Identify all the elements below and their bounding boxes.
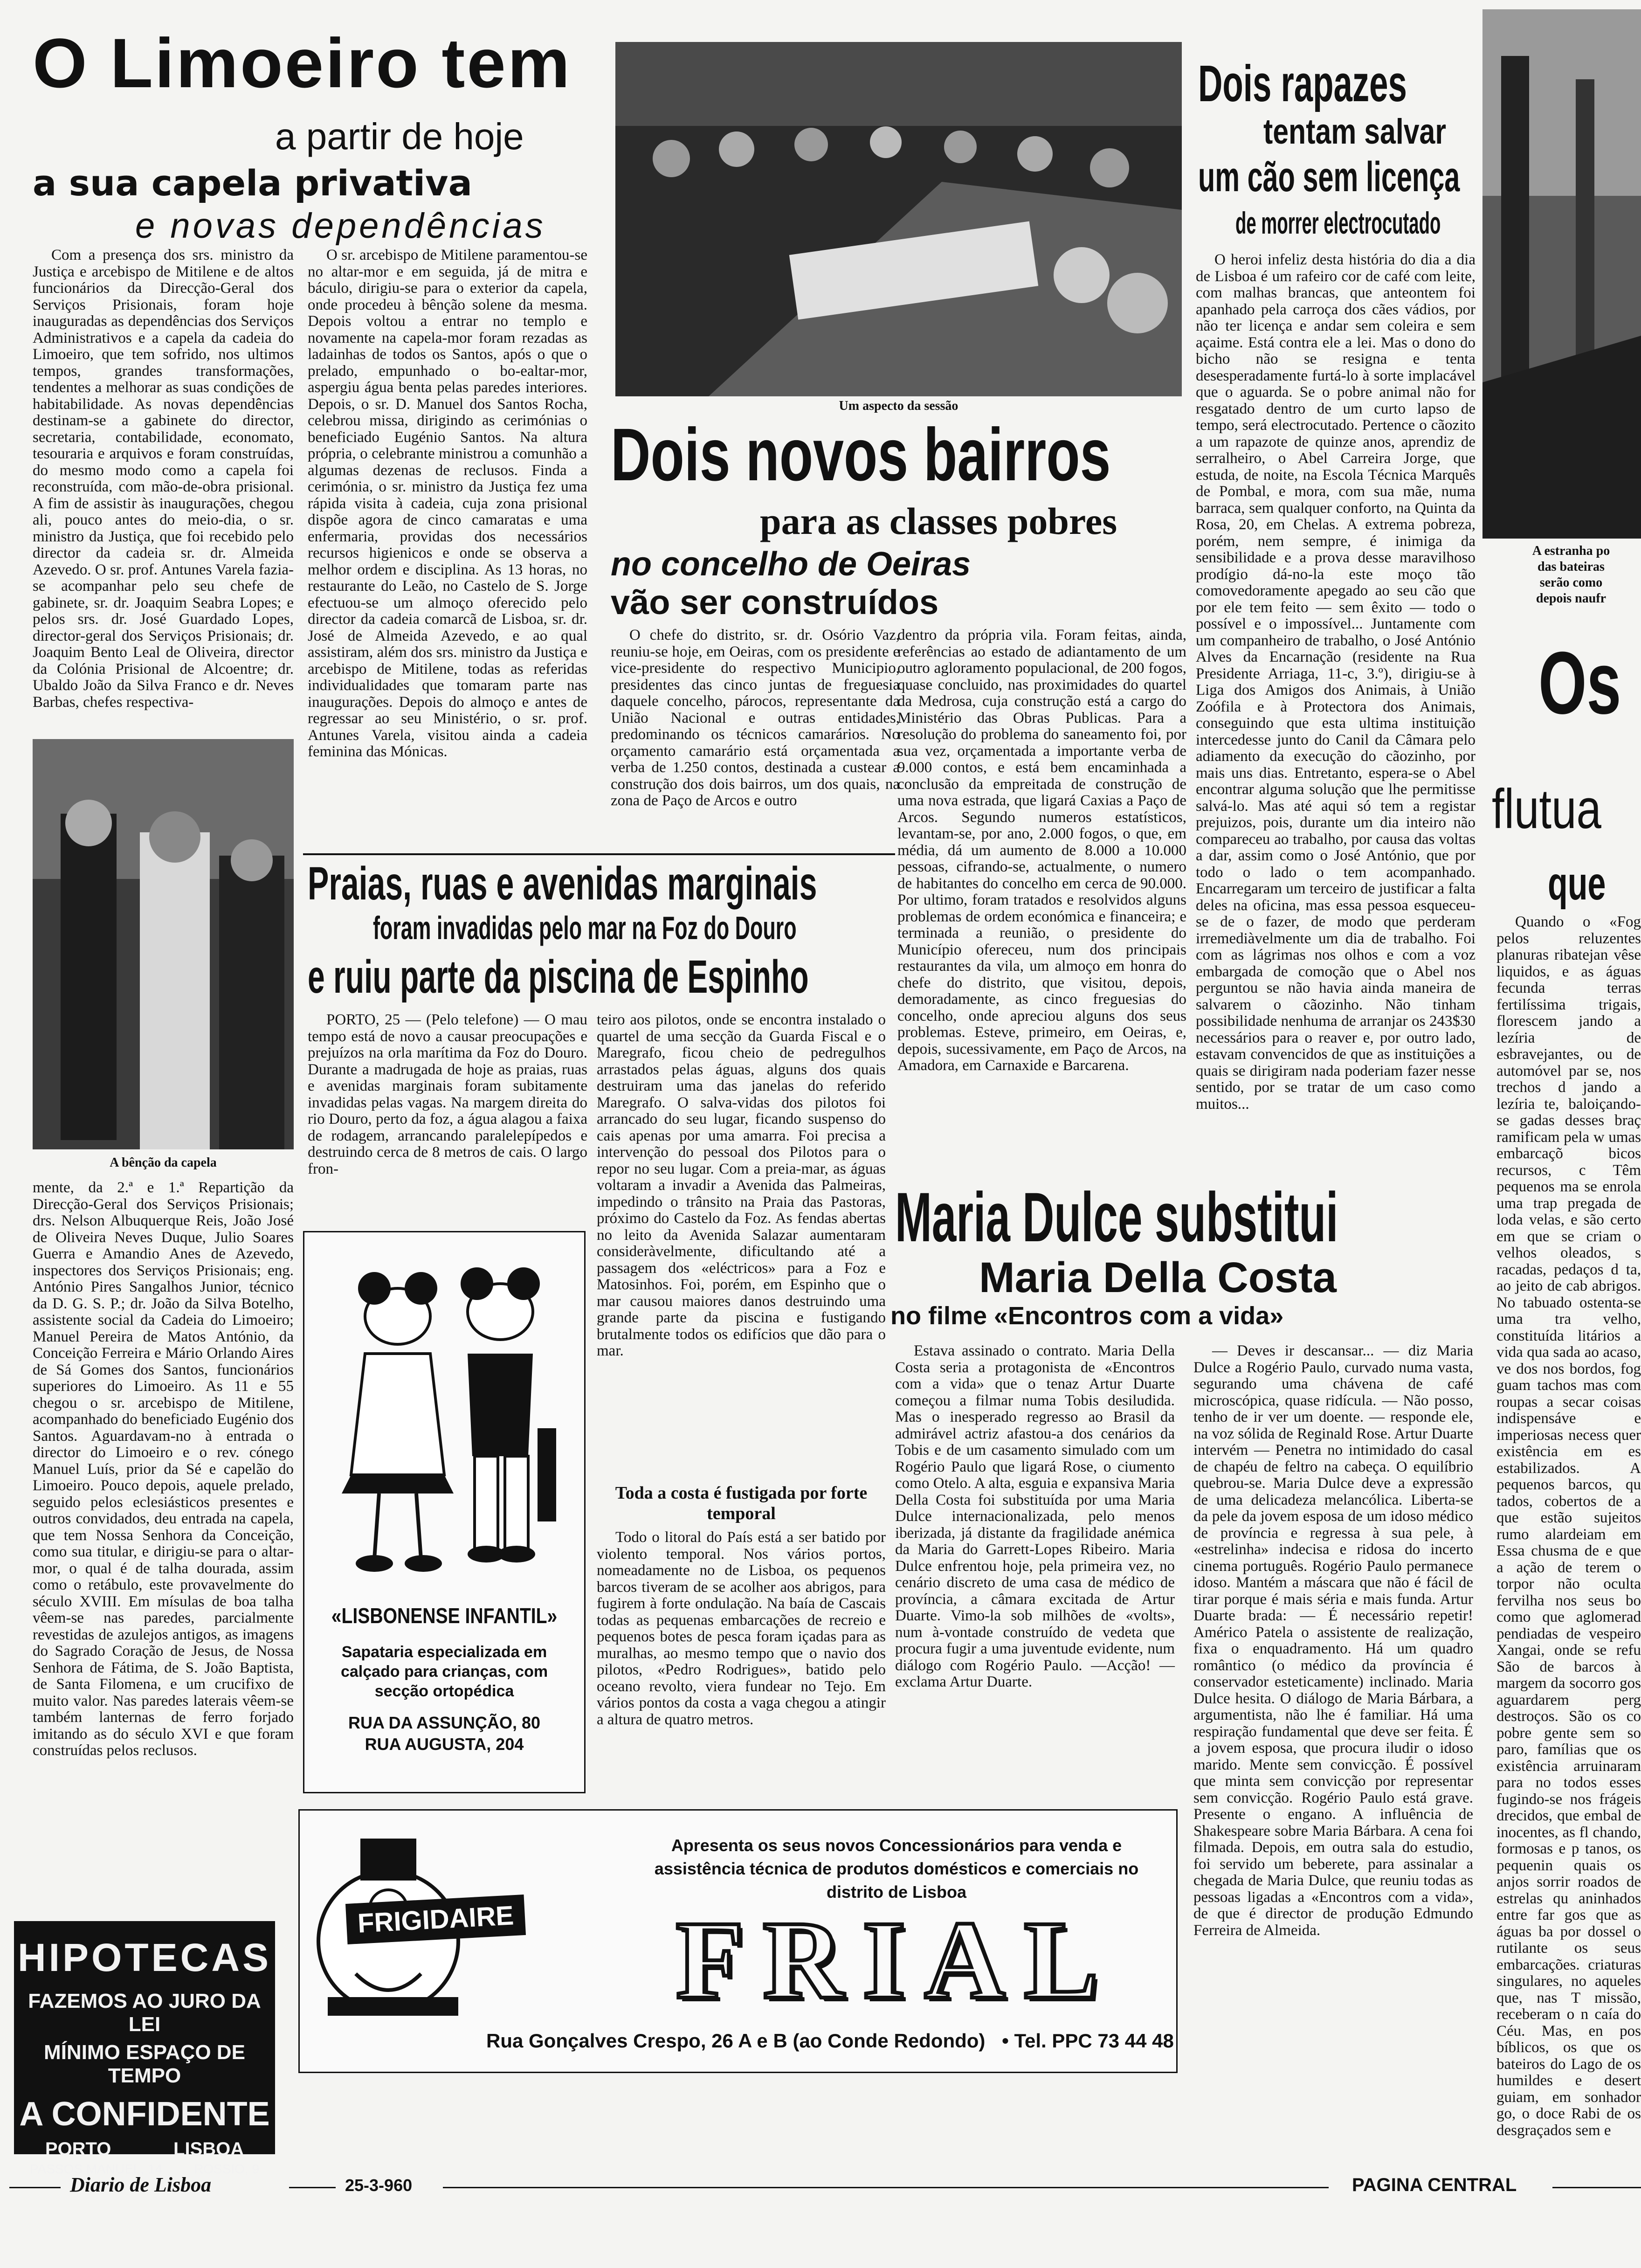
headline-bairros-4: vão ser construídos — [611, 583, 939, 622]
footer-page-label: PAGINA CENTRAL — [1352, 2175, 1517, 2195]
ad-frial-brand: FRIGIDAIRE — [345, 1895, 526, 1944]
headline-far-right-2: flutua — [1492, 778, 1601, 840]
ad-hipotecas-line2: FAZEMOS AO JURO DA LEI — [28, 1990, 261, 2036]
praias-col2-cont: Todo o litoral do País está a ser batido por violento temporal. Nos vários portos, nomeadamente no de Lisboa, os pequenos barcos tiveram de se acolher aos abrigos, para fugirem à forte ondulação. Na baía de Cascais todas as pequenas embarcações de recreio e pequenos botes de pesca foram içadas para as muralhas, ao mesmo tempo que o navio dos pilotos, «Pedro Rodrigues», batido pelo oceano revolto, viera fundear no Tejo. Em vários pontos da costa a vaga chegou a atingir a altura de quatro metros. — [597, 1529, 886, 1728]
footer-paper-name: Diario de Lisboa — [70, 2173, 212, 2196]
headline-cao-2: tentam salvar — [1263, 112, 1447, 152]
headline-cao-3: um cão sem licença — [1198, 154, 1460, 201]
headline-bairros-3: no concelho de Oeiras — [611, 546, 971, 583]
photo-boats-caption — [1501, 543, 1641, 607]
headline-far-right-3: que — [1548, 857, 1606, 910]
photo-blessing — [33, 739, 294, 1149]
ad-hipotecas-addr1: PASSOS MANUEL, 14 — [29, 2162, 163, 2176]
headline-cao-1: Dois rapazes — [1198, 55, 1407, 112]
praias-col1: PORTO, 25 — (Pelo telefone) — O mau tempo está de novo a causar preocupações e prejuízos na orla marítima da Foz do Douro. Durante a madrugada de hoje as praias, ruas e avenidas marginais foram subitamente invadidas pelas vagas. Na margem direita do rio Douro, perto da foz, a água alagou a faixa de rodagem, arrancando paralelepípedos e destruindo cerca de 8 metros de cais. O largo fron- — [308, 1011, 587, 1177]
ad-frial-name: FRIAL — [676, 1898, 1117, 2022]
headline-limoeiro-1: O Limoeiro tem — [33, 24, 572, 102]
far-right-col: Quando o «Fog pelos reluzentes planuras ribatejan vêse liquidos, e as águas fecunda terras fertilíssima trigais, florescem jando a lezíria de esbravejantes, ou de automóvel par se, nos trechos d jando a lezíria te, baloiçando-se gadas desses braç ramificam pela w umas embarcaçõ bicos recursos, c Têm pequenos ma se enrola uma trap pregada de loda velas, e são certo em que se criam o velhos oleados, s racadas, pedaços d ta, ao jeito de cab abrigos. No tabuado ostenta-se uma tra velho, constituída litários a vida qua sada ao acaso, ve dos nos bordos, fog guam tachos mas com roupas a secar coisas indispensáve e imperiosas necess quer existência em es estabilizados. A pequenos barcos, qu tados, cobertos de a que estão sujeitos rumo alardeiam em Essa chusma de e que a ação de terem o torpor não oculta fervilha nos seus bo como que aglomerad pendiadas de vespeiro Xangai, onde se refu São de barcos à margem da socorro gos aguardarem perg destroços. São os co pobre gente sem so paro, famílias que os existência arruinaram para no todos esses fugindo-se nos frágeis drecidos, que embal de inocentes, as fl chando, formosas e p tanos, os pequenin quais os anjos sorrir roados de estrelas qu aninhados entre far gos que as águas ba por dossel o rutilante os seus embarcações. criaturas singulares, no aqueles que, nas T missão, receberam o n caía do Céu. Mas, en pos bíblicos, os que os bateiros do Lago de os humildes e desert guiam, em sonhador go, o doce Rabi de os desgraçados sem e — [1496, 913, 1641, 2139]
headline-cao-4: de morrer electrocutado — [1235, 206, 1441, 240]
headline-maria-1: Maria Dulce substitui — [895, 1178, 1338, 1256]
ad-frial-address: Rua Gonçalves Crespo, 26 A e B (ao Conde Redondo) — [486, 2030, 986, 2052]
headline-limoeiro-3: a sua capela privativa — [33, 162, 472, 204]
ad-frial-phone: • Tel. PPC 73 44 48 — [1002, 2030, 1174, 2052]
headline-far-right-1: Os — [1538, 634, 1621, 733]
footer-date: 25-3-960 — [345, 2176, 413, 2195]
praias-col2: teiro aos pilotos, onde se encontra instalado o quartel de uma secção da Guarda Fiscal e o Maregrafo, ficou cheio de pedregulhos arrastados pelas águas, alguns dos quais destruiram uma das janelas do referido Maregrafo. O salva-vidas dos pilotos foi arrancado do seu lugar, ficando suspenso do cais apenas por uma amarra. Foi precisa a intervenção do pessoal dos Pilotos para o repor no seu lugar. Com a preia-mar, as águas voltaram a invadir a Avenida das Palmeiras, impedindo o trânsito na Praia das Pastoras, próximo do Castelo da Foz. As fendas abertas no leito da Avenida Salazar aumentaram consideràvelmente, dificultando até a passagem dos «eléctricos» para a Foz e Matosinhos. Foi, porém, em Espinho que o mar causou maiores danos destruindo uma grande parte da piscina e fustigando brutalmente todos os edifícios que dão para o mar. — [597, 1011, 886, 1359]
ad-hipotecas-addr2: ROSSIO, 9 — [194, 2162, 260, 2176]
photo-blessing-caption: A bênção da capela — [110, 1155, 217, 1170]
divider-rule-1 — [303, 853, 895, 855]
ad-hipotecas-line4: A CONFIDENTE — [19, 2095, 270, 2133]
headline-praias-1: Praias, ruas e avenidas marginais — [308, 857, 817, 910]
headline-praias-2: foram invadidas pelo mar na Foz do Douro — [373, 910, 797, 946]
ad-hipotecas — [14, 1921, 275, 2176]
photo-boats-caption-4: depois naufr — [1536, 591, 1607, 606]
photo-session-image — [615, 42, 1182, 396]
maria-col2: — Deves ir descansar... — diz Maria Dulce a Rogério Paulo, curvado numa vasta, segurando uma chávena de café microscópica, quase ridícula. — Não posso, tenho de ir ver um doente. — responde ele, na voz sólida de Reginald Rose. Artur Duarte intervém — Penetra no intimidado do casal de chapéu de feltro na cabeça. O equilíbrio quebrou-se. Maria Dulce deve a expressão de uma delicadeza melancólica. Liberta-se da pele da jovem esposa de um idoso médico de província e regressa à sua pele, à «estrelinha» indecisa e ridosa do incerto cinema português. Rogério Paulo permanece idoso. Mantém a máscara que não é fácil de tirar porque é mais séria e mais funda. Artur Duarte brada: — É necessário repetir! Américo Patela o assistente de realização, fixa o enquadramento. Há um quadro romântico (o médico da província é conservador esteticamente) inclinado. Maria Dulce hesita. O diálogo de Maria Bárbara, a argumentista, não lhe é familiar. Há uma respiração fundamental que deve ser feita. É a jovem esposa, que procura iludir o idoso marido. Mente sem convicção. É possível que minta sem convicção por representar sem convicção. Rogério Paulo está grave. Presente o engano. A influência de Shakespeare sobre Maria Bárbara. A cena foi filmada. Depois, em outra sala do estudio, foi servido um beberete, para assinalar a chegada de Maria Dulce, que reuniu todas as pessoas ligadas a «Encontros com a vida», de que é director de produção Edmundo Ferreira de Almeida. — [1193, 1342, 1473, 1939]
maria-col1: Estava assinado o contrato. Maria Della Costa seria a protagonista de «Encontros com a vida» que o tenaz Artur Duarte começou a filmar numa Tobis desiludida. Mas o inesperado regresso ao Brasil da admirável actriz afastou-a dos cenários da Tobis e de um casamento simulado com um Rogério Paulo que ligará Rose, o ciumento como Otelo. A alta, esguia e expansiva Maria Della Costa foi substituída por uma Maria Dulce internacionalizada, pelo menos iberizada, já distante da fragilidade anémica da Maria do Garrett-Lopes Ribeiro. Maria Dulce enfrentou hoje, pela primeira vez, no cenário discreto de uma casa de médico de província, a câmara excitada de Artur Duarte. Vimo-la sob milhões de «volts», num à-vontade construído de vedeta que procura fugir a uma juventude evidente, num diálogo com Rogério Paulo. —Acção! — exclama Artur Duarte. — [895, 1342, 1175, 1690]
limoeiro-col1-cont: mente, da 2.ª e 1.ª Repartição da Direcção-Geral dos Serviços Prisionais; drs. Nelson Albuquerque Reis, João José de Oliveira Neves Duque, Julio Soares Guerra e Amandio Anes de Azevedo, inspectores dos Serviços Prisionais; eng. António Pires Sangalhos Junior, técnico da D. G. S. P.; dr. João da Silva Botelho, assistente social da Cadeia do Limoeiro; Manuel Pereira de Matos António, da Conceição Ferreira e Mário Orlando Aires de Sá Gomes dos Santos, funcionários superiores do Limoeiro. As 11 e 55 chegou o sr. arcebispo de Mitilene, acompanhado do beneficiado Eugénio dos Santos. Aguardavam-no à entrada o director do Limoeiro e o rev. cónego Manuel Luís, prior da Sé e capelão do Limoeiro. Pouco depois, aquele prelado, seguido pelos eclesiásticos presentes e outros convidados, deu entrada na capela, que tem Nossa Senhora da Conceição, como sua titular, e dirigiu-se para o altar-mor, o qual é de talha dourada, assim como o retábulo, este provavelmente do século XVIII. Em mísulas de boa talha vêem-se nas paredes, parcialmente revestidas de azulejos antigos, as imagens do Sagrado Coração de Jesus, de Nossa Senhora de Fátima, de S. João Baptista, de Santa Filomena, e um crucifixo de muito valor. Nas paredes laterais vêem-se também lanternas de ferro forjado imitando as do século XVI e que foram construídas pelos reclusos. — [33, 1179, 294, 1759]
ad-lisbonense-addr1: RUA DA ASSUNÇÃO, 80 — [348, 1713, 541, 1732]
footer-rule-right — [1552, 2187, 1641, 2188]
ad-lisbonense-addr2: RUA AUGUSTA, 204 — [365, 1735, 524, 1754]
photo-boats — [1482, 9, 1641, 539]
ad-hipotecas-line1: HIPOTECAS — [17, 1936, 272, 1979]
footer-rule-left — [9, 2187, 61, 2188]
photo-boats-caption-1: A estranha po — [1532, 544, 1610, 558]
ad-hipotecas-city1: PORTO — [45, 2139, 111, 2159]
headline-limoeiro-4: e novas dependências — [135, 206, 546, 246]
ad-hipotecas-city2: LISBOA — [173, 2139, 244, 2159]
photo-blessing-image — [33, 739, 294, 1149]
footer-rule-mid-2 — [443, 2187, 1329, 2188]
headline-limoeiro-2: a partir de hoje — [275, 116, 524, 157]
footer-rule-mid-1 — [289, 2187, 336, 2188]
ad-hipotecas-line3: MÍNIMO ESPAÇO DE TEMPO — [44, 2041, 245, 2087]
photo-boats-image — [1482, 9, 1641, 539]
limoeiro-col1: Com a presença dos srs. ministro da Justiça e arcebispo de Mitilene e de altos funcionários da Direcção-Geral dos Serviços Prisionais, foram hoje inauguradas as dependências dos Serviços Administrativos e a capela da cadeia do Limoeiro, que tem sofrido, nos ultimos tempos, grandes transformações, tendentes a melhorar as suas condições de habitabilidade. As novas dependências destinam-se a gabinete do director, secretaria, contabilidade, economato, tesouraria e arquivos e foram construídas, do mesmo modo como a capela foi reconstruída, com mão-de-obra prisional. A fim de assistir às inaugurações, chegou ali, pouco antes do meio-dia, o sr. ministro da Justiça, que foi recebido pelo director da cadeia sr. dr. Almeida Azevedo. O sr. prof. Antunes Varela fazia-se acompanhar pelo seu chefe de gabinete, sr. dr. Joaquim Seabra Lopes; e pelos srs. dr. José Guardado Lopes, director-geral dos Serviços Prisionais; dr. Joaquim Bento Leal de Oliveira, director da Colónia Prisional de Alcoentre; dr. Ubaldo João da Silva Franco e dr. Neves Barbas, chefes respectiva- — [33, 247, 294, 711]
ad-frial — [298, 1809, 1178, 2073]
headline-praias-3: e ruiu parte da piscina de Espinho — [308, 951, 809, 1003]
praias-subhead: Toda a costa é fustigada por forte temporal — [615, 1483, 868, 1523]
photo-boats-caption-2: das bateiras — [1538, 560, 1605, 574]
ad-frial-text: Apresenta os seus novos Concessionários para venda e assistência técnica de produtos domésticos e comerciais no distrito de Lisboa — [654, 1836, 1139, 1902]
headline-maria-3: no filme «Encontros com a vida» — [890, 1302, 1284, 1330]
photo-boats-caption-3: serão como — [1539, 575, 1603, 590]
headline-bairros-2: para as classes pobres — [760, 500, 1117, 542]
headline-bairros-1: Dois novos bairros — [611, 413, 1111, 496]
cao-col: O heroi infeliz desta história do dia a dia de Lisboa é um rafeiro cor de café com leite, com malhas brancas, que anteontem foi apanhado pela carroça dos cães vádios, por não ter licença e andar sem coleira e sem açaime. Está contra ele a lei. Mas o dono do bicho não se resigna e tenta desesperadamente furtá-lo à sorte implacável que o aguarda. Se o pobre animal não for resgatado dentro de um curto lapso de tempo, será electrocutado. Pertence o cãozito a um rapazote de quinze anos, aprendiz de serralheiro, o Abel Carreira Jorge, que estuda, de noite, na Escola Técnica Marquês de Pombal, e mora, com sua mãe, numa barraca, sem qualquer conforto, na Quinta da Rosa, 20, em Chelas. A extrema pobreza, porém, nem sempre, é inimiga da sensibilidade e a prova desse maravilhoso prodígio dá-no-la este moço tão comovedoramente apegado ao seu cão que por ele tem feito — sem êxito — todo o possível e o impossível... Juntamente com um companheiro de trabalho, o José António Alves da Encarnação (residente na Rua Presidente Arriaga, 11-c, 3.º), dirigiu-se à Liga dos Amigos dos Animais, à União Zoófila e à Protectora dos Animais, conseguindo que esta ultima instituição intercedesse junto do Canil da Câmara pelo adiamento da execução do cãozinho, por mais uns dias. Entretanto, espera-se o Abel encontrar alguma solução que lhe permitisse salvá-lo. Mas até aqui só tem a registar prejuizos, pois, durante um dia inteiro não compareceu ao trabalho, por causa das voltas a dar, assim como o José António, que por todo o lado o tem acompanhado. Encarregaram um terceiro de justificar a falta deles na oficina, mas essa pessoa esqueceu-se de o fazer, de modo que perderam irremediàvelmente um dia de trabalho. Foi com as lágrimas nos olhos e com a voz embargada de comoção que o Abel nos perguntou se não havia ainda maneira de salvarem o cãozinho. Não tinham possibilidade nenhuma de arranjar os 243$30 necessários para o reaver e, por outro lado, estavam convencidos de que as instituições a quais se dirigiram nada poderiam fazer nesse sentido, por se tratar de um caso como muitos... — [1196, 251, 1476, 1113]
limoeiro-col2: O sr. arcebispo de Mitilene paramentou-se no altar-mor e em seguida, já de mitra e báculo, dirigiu-se para o exterior da capela, onde procedeu à bênção solene da mesma. Depois voltou a entrar no templo e novamente na capela-mor foram rezadas as ladainhas de todos os Santos, após o que o prelado, empunhado o bo-ealtar-mor, aspergiu água benta pelas paredes interiores. Depois, o sr. D. Manuel dos Santos Rocha, celebrou missa, dirigindo as cerimónias o beneficiado Eugénio Santos. Na altura própria, o celebrante ministrou a comunhão a algumas dezenas de reclusos. Finda a cerimónia, o sr. ministro da Justiça fez uma rápida visita à cadeia, cuja zona prisional dispõe agora de cinco camaratas e uma enfermaria, providas dos necessários recursos higienicos e onde se observa a melhor ordem e disciplina. As 13 horas, no restaurante do Leão, no Castelo de S. Jorge efectuou-se um almoço oferecido pelo director da cadeia comarcã de Lisboa, sr. dr. José de Almeida Azevedo, e ao qual assistiram, além dos srs. ministro da Justiça e arcebispo de Mitilene, todas as referidas individualidades que tomaram parte nas inaugurações. Depois do almoço e antes de regressar ao seu Ministério, o sr. prof. Antunes Varela, visitou ainda a cadeia feminina das Mónicas. — [308, 247, 587, 760]
bairros-col1: O chefe do distrito, sr. dr. Osório Vaz, reuniu-se hoje, em Oeiras, com os presidente e vice-presidente do respectivo Municipio, presidentes das cinco juntas de freguesia daquele concelho, párocos, representante da União Nacional e outras entidades, predominando os técnicos camarários. No orçamento camarário está orçamentada a verba de 1.250 contos, destinada a custear a construção dos dois bairros, um dos quais, na zona de Paço de Arcos e outro — [611, 627, 900, 809]
photo-session — [615, 42, 1182, 396]
ad-lisbonense-tagline: Sapataria especializada em calçado para crianças, com secção ortopédica — [340, 1643, 548, 1700]
headline-maria-2: Maria Della Costa — [979, 1254, 1337, 1301]
ad-lisbonense-name: «LISBONENSE INFANTIL» — [331, 1604, 558, 1628]
photo-session-caption: Um aspecto da sessão — [839, 399, 958, 413]
bairros-col2: dentro da própria vila. Foram feitas, ainda, referências ao estado de adiantamento de um outro agloramento populacional, de 200 fogos, quase concluido, nas proximidades do quartel da Medrosa, cuja construção está a cargo do Ministério das Obras Publicas. Para a resolução do problema do saneamento foi, por sua vez, orçamentada a importante verba de 9.000 contos, e está bem encaminhada a conclusão da empreitada de construção de uma nova estrada, que ligará Caxias a Paço de Arcos. Segundo numeros estatísticos, levantam-se, por ano, 2.000 fogos, o que, em média, dá um aumento de 8.000 a 10.000 pessoas, cifrando-se, actualmente, o numero de habitantes do concelho em cerca de 90.000. Por ultimo, foram tratados e resolvidos alguns problemas de ordem económica e financeira; e terminada a reunião, o presidente do Município ofereceu, num dos principais restaurantes da vila, um almoço em honra do chefe do distrito, que visitou, depois, demoradamente, as cinco freguesias do concelho, onde apreciou alguns dos seus problemas. Esteve, primeiro, em Oeiras, e, depois, sucessivamente, em Paço de Arcos, na Amadora, em Carnaxide e Barcarena. — [897, 627, 1186, 1074]
ad-lisbonense-illustration — [304, 1232, 584, 1596]
ad-lisbonense — [303, 1231, 586, 1793]
